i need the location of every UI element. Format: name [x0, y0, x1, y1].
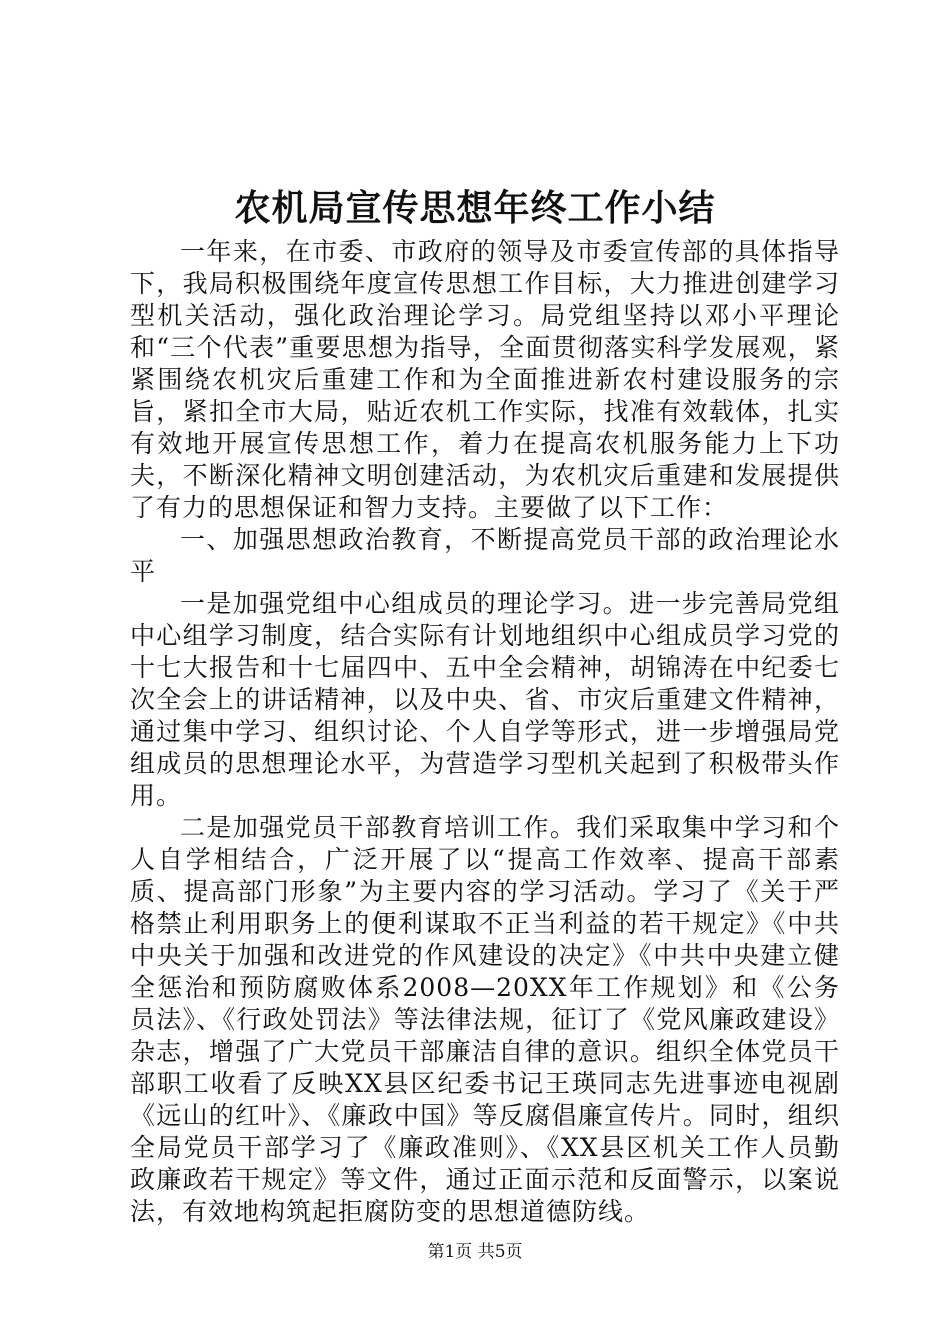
paragraph-point-one: 一是加强党组中心组成员的理论学习。进一步完善局党组中心组学习制度，结合实际有计划地组织中心组成员学习党的十七大报告和十七届四中、五中全会精神，胡锦涛在中纪委七次全会上的讲话精神，以及中央、省、市灾后重建文件精神，通过集中学习、组织讨论、个人自学等形式，进一步增强局党组成员的思想理论水平，为营造学习型机关起到了积极带头作用。 [130, 589, 840, 810]
page-number-footer: 第1页 共5页 [427, 1242, 523, 1262]
document-body [130, 236, 840, 1228]
paragraph-section-heading: 一、加强思想政治教育，不断提高党员干部的政治理论水平 [130, 525, 840, 586]
document-title: 农机局宣传思想年终工作小结 [234, 187, 716, 229]
paragraph-intro: 一年来，在市委、市政府的领导及市委宣传部的具体指导下，我局积极围绕年度宣传思想工作目标，大力推进创建学习型机关活动，强化政治理论学习。局党组坚持以邓小平理论和“三个代表”重要思想为指导，全面贯彻落实科学发展观，紧紧围绕农机灾后重建工作和为全面推进新农村建设服务的宗旨，紧扣全市大局，贴近农机工作实际，找准有效载体，扎实有效地开展宣传思想工作，着力在提高农机服务能力上下功夫，不断深化精神文明创建活动，为农机灾后重建和发展提供了有力的思想保证和智力支持。主要做了以下工作： [130, 237, 840, 522]
paragraph-point-two: 二是加强党员干部教育培训工作。我们采取集中学习和个人自学相结合，广泛开展了以“提高工作效率、提高干部素质、提高部门形象”为主要内容的学习活动。学习了《关于严格禁止利用职务上的便利谋取不正当利益的若干规定》《中共中央关于加强和改进党的作风建设的决定》《中共中央建立健全惩治和预防腐败体系2008—20XX年工作规划》和《公务员法》、《行政处罚法》等法律法规，征订了《党风廉政建设》杂志，增强了广大党员干部廉洁自律的意识。组织全体党员干部职工收看了反映XX县区纪委书记王瑛同志先进事迹电视剧《远山的红叶》、《廉政中国》等反腐倡廉宣传片。同时，组织全局党员干部学习了《廉政准则》、《XX县区机关工作人员勤政廉政若干规定》等文件，通过正面示范和反面警示，以案说法，有效地构筑起拒腐防变的思想道德防线。 [130, 813, 840, 1226]
